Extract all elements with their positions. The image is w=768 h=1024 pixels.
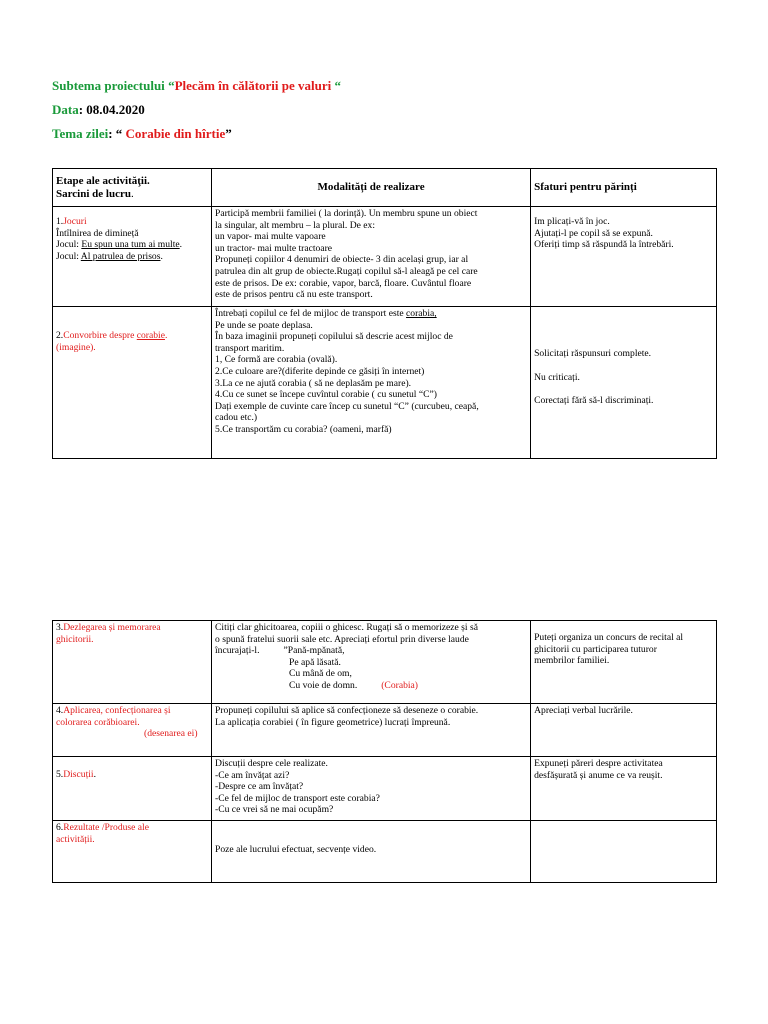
corabia-link[interactable]: corabia, [406, 308, 437, 319]
row3-advice: Puteți organiza un concurs de recital al ghicitorii cu participarea tuturor membrilor familiei. [531, 621, 717, 704]
row5-method: Discuții despre cele realizate. -Ce am învățat azi? -Despre ce am învățat? -Ce fel de mijloc de transport este corabia? -Cu ce vrei să ne mai ocupăm? [212, 757, 531, 821]
row6-advice [531, 821, 717, 883]
data-line [52, 102, 145, 118]
table-header-row [53, 169, 717, 207]
riddle-line-2: Pe apă lăsată. [289, 656, 341, 668]
row6-stage: 6.Rezultate /Produse ale activității. [53, 821, 212, 883]
col-header-sfaturi: Sfaturi pentru părinți [531, 169, 717, 207]
table-row [53, 207, 717, 307]
riddle-line-4: Cu voie de domn. [289, 679, 358, 691]
corabie-link[interactable]: corabie [136, 330, 165, 341]
row1-stage: 1.Jocuri Întîlnirea de dimineță Jocul: Eu spun una tum ai multe. Jocul: Al patrulea de prisos. [53, 207, 212, 307]
row1-method: Participă membrii familiei ( la dorință). Un membru spune un obiect la singular, alt membru – la plural. De ex: un vapor- mai multe vapoare un tractor- mai multe tractoare Propuneți copiilor 4 denumiri de obiecte- 3 din același grup, iar al patrulea din alt grup de obiecte.Rugați copilul să-l aleagă pe cel care este de prisos. De ex: corabie, vapor, barcă, floare. Cuvântul floare este de prisos pentru că nu este transport. [212, 207, 531, 307]
subtema-value: Plecăm în călătorii pe valuri [174, 78, 332, 93]
table-row [53, 821, 717, 883]
activities-table-2 [52, 620, 717, 883]
riddle-line-1: ”Pană-mpănată, [283, 645, 345, 657]
row4-stage: 4.Aplicarea, confecționarea și colorarea corăbioarei. (desenarea ei) [53, 704, 212, 757]
row2-advice: Solicitați răspunsuri complete. Nu criticați. Corectați fără să-l discriminați. [531, 307, 717, 459]
row5-advice: Expuneți păreri despre activitatea desfășurată și anume ce va reușit. [531, 757, 717, 821]
row4-advice: Apreciați verbal lucrările. [531, 704, 717, 757]
table-row [53, 307, 717, 459]
riddle-line-3: Cu mână de om, [289, 668, 352, 680]
game-link-eu-spun[interactable]: Eu spun una tum ai multe [81, 239, 180, 251]
data-label: Data [52, 102, 79, 117]
row3-method: Citiți clar ghicitoarea, copiii o ghicesc. Rugați să o memorizeze și să o spună fratelui suorii sale etc. Apreciați efortul prin diverse laude încurajați-l. ”Pană-mpănată, Pe apă lăsată. Cu mână de om, Cu voie de domn. (Corabia) [212, 621, 531, 704]
game-link-al-patrulea[interactable]: Al patrulea de prisos [80, 250, 161, 262]
activities-table-1 [52, 168, 717, 459]
row1-advice: Im plicați-vă în joc. Ajutați-l pe copil să se expună. Oferiți timp să răspundă la întrebări. [531, 207, 717, 307]
subtema-line: Subtema proiectului “Plecăm în călătorii pe valuri “ [52, 78, 342, 93]
row6-method: Poze ale lucrului efectuat, secvențe video. [212, 821, 531, 883]
col-header-etape: Etape ale activităţii. Sarcini de lucru. [53, 169, 212, 207]
row2-stage: 2.Convorbire despre corabie. (imagine). [53, 307, 212, 459]
table-row [53, 757, 717, 821]
tema-value: Corabie din hîrtie [125, 126, 226, 141]
tema-label: Tema zilei [52, 126, 109, 141]
table-row [53, 704, 717, 757]
tema-line: Tema zilei: “ Corabie din hîrtie” [52, 126, 232, 141]
col-header-modalitati: Modalități de realizare [212, 169, 531, 207]
row3-stage: 3.Dezlegarea și memorarea ghicitorii. [53, 621, 212, 704]
subtema-label: Subtema proiectului [52, 78, 165, 93]
row5-stage: 5.Discuții. [53, 757, 212, 821]
data-value: : 08.04.2020 [78, 102, 145, 117]
riddle-answer: (Corabia) [381, 679, 418, 691]
table-row [53, 621, 717, 704]
row4-method: Propuneți copilului să aplice să confecționeze să deseneze o corabie. La aplicația corabiei ( în figure geometrice) lucrați împreună. [212, 704, 531, 757]
row2-method: Întrebați copilul ce fel de mijloc de transport este corabia, Pe unde se poate deplasa. În baza imaginii propuneți copilului să descrie acest mijloc de transport maritim. 1, Ce formă are corabia (ovală). 2.Ce culoare are?(diferite depinde ce găsiți în internet) 3.La ce ne ajută corabia ( să ne deplasăm pe mare). 4.Cu ce sunet se începe cuvîntul corabie ( cu sunetul “C”) Dați exemple de cuvinte care încep cu sunetul “C” (curcubeu, ceapă, cadou etc.) 5.Ce transportăm cu corabia? (oameni, marfă) [212, 307, 531, 459]
